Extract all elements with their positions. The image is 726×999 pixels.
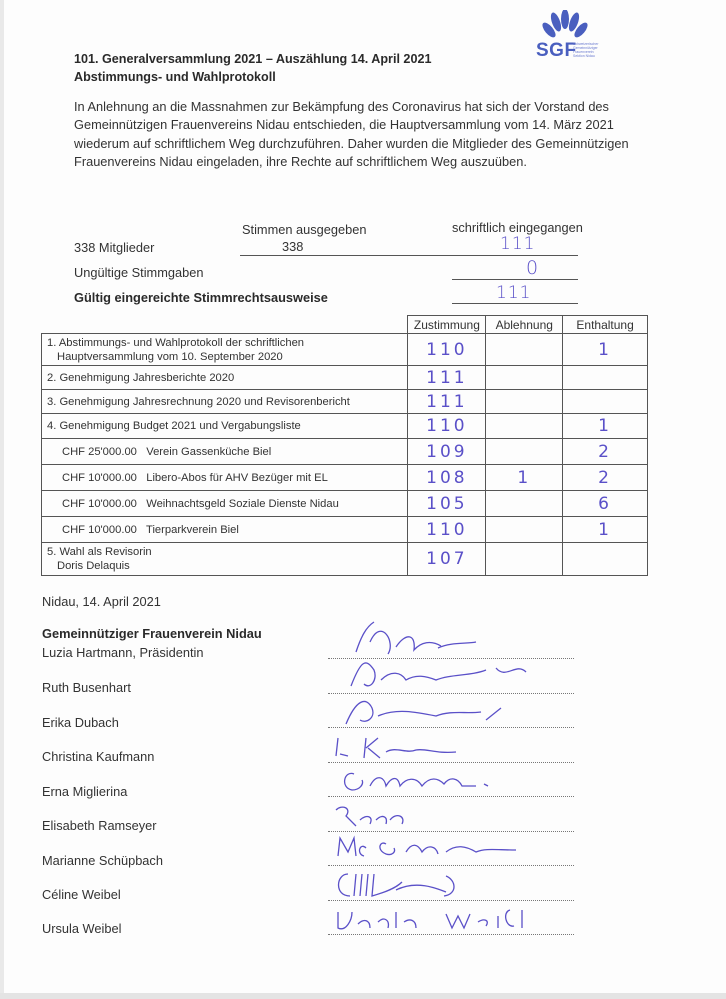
item-line-1: CHF 25'000.00 Verein Gassenküche Biel [62,445,272,458]
signatory-name: Elisabeth Ramseyer [42,818,157,833]
issued-value: 338 [282,239,304,254]
title-line-2: Abstimmungs- und Wahlprotokoll [74,70,276,84]
abstain-value: 2 [598,467,612,488]
yes-value: 108 [426,467,468,488]
valid-label: Gültig eingereichte Stimmrechtsausweise [74,290,328,305]
abstain-cell [563,465,648,491]
yes-cell [408,465,486,491]
issued-line [240,255,452,256]
no-cell [486,543,563,576]
table-header-row [42,316,648,334]
invalid-line [452,279,578,280]
no-cell [486,334,563,366]
abstain-cell [563,517,648,543]
item-line-1: CHF 10'000.00 Weihnachtsgeld Soziale Dienste Nidau [62,497,339,510]
signature-scribble [326,758,586,798]
header-abstain: Enthaltung [563,316,648,334]
item-line-1: 1. Abstimmungs- und Wahlprotokoll der schriftlichen [47,336,305,349]
intro-paragraph: In Anlehnung an die Massnahmen zur Bekämpfung des Coronavirus hat sich der Vorstand des Gemeinnützigen Frauenvereins Nidau entschieden, die Hauptversammlung vom 14. März 2021 wiederum auf schriftlichem Weg durchzuführen. Daher wurden die Mitglieder des Gemeinnützigen Frauenvereins Nidau eingeladen, ihre Rechte auf schriftlichem Weg auszuüben. [74,99,629,170]
no-cell [486,390,563,414]
signature-scribble [326,828,586,864]
header-blank-cell [42,316,408,334]
yes-value: 105 [426,493,468,514]
item-cell [42,334,408,366]
item-cell [42,439,408,465]
no-value: 1 [517,467,532,488]
yes-cell [408,491,486,517]
signatory-name: Marianne Schüpbach [42,853,163,868]
no-cell [486,366,563,390]
yes-value: 110 [426,519,468,540]
yes-cell [408,366,486,390]
logo-text: SGF [536,40,577,61]
abstain-value: 2 [598,441,612,462]
signatory-name: Ursula Weibel [42,921,122,936]
item-line-2: Hauptversammlung vom 10. September 2020 [57,350,283,363]
logo-subtext: Schweizerischer Gemeinnütziger Frauenverein Sektion Nidau [573,42,599,58]
abstain-value: 1 [598,339,612,360]
signatory-name: Erna Miglierina [42,784,128,799]
abstain-cell [563,390,648,414]
scan-bottom-edge [0,993,726,999]
table-row [42,465,648,491]
scan-edge [0,0,4,999]
item-line-1: 2. Genehmigung Jahresberichte 2020 [47,371,235,384]
table-row [42,414,648,439]
table-row [42,366,648,390]
item-cell [42,517,408,543]
signatory-name: Ruth Busenhart [42,680,131,695]
no-cell [486,414,563,439]
yes-value: 110 [426,339,468,360]
item-line-1: 3. Genehmigung Jahresrechnung 2020 und Revisorenbericht [47,395,350,408]
members-label: 338 Mitglieder [74,240,155,255]
no-cell [486,439,563,465]
yes-value: 109 [426,441,468,462]
abstain-cell [563,543,648,576]
yes-value: 110 [426,416,468,436]
item-line-1: CHF 10'000.00 Libero-Abos für AHV Bezüger mit EL [62,471,328,484]
item-line-1: 5. Wahl als Revisorin [47,546,152,558]
item-cell [42,543,408,576]
signatory-name: Céline Weibel [42,887,121,902]
received-value: 111 [500,234,536,254]
item-cell [42,390,408,414]
item-cell [42,414,408,439]
yes-value: 111 [426,367,468,388]
issued-header: Stimmen ausgegeben [242,222,367,237]
item-line-1: 4. Genehmigung Budget 2021 und Vergabungsliste [47,420,301,432]
no-cell [486,491,563,517]
signatory-name: Luzia Hartmann, Präsidentin [42,645,204,660]
yes-value: 107 [426,549,468,569]
valid-line [452,303,578,304]
yes-cell [408,439,486,465]
abstain-cell [563,414,648,439]
invalid-label: Ungültige Stimmgaben [74,265,204,280]
item-line-2: Doris Delaquis [57,560,130,572]
no-cell [486,517,563,543]
abstain-value: 6 [598,493,612,514]
signature-scribble [326,898,586,938]
table-row [42,439,648,465]
place-date: Nidau, 14. April 2021 [42,594,161,609]
yes-cell [408,517,486,543]
title-line-1: 101. Generalversammlung 2021 – Auszählung 14. April 2021 [74,52,432,66]
item-cell [42,465,408,491]
no-cell [486,465,563,491]
abstain-value: 1 [598,416,612,436]
item-line-1: CHF 10'000.00 Tierparkverein Biel [62,523,239,536]
abstain-cell [563,366,648,390]
abstain-cell [563,334,648,366]
invalid-value: 0 [526,257,539,279]
abstain-cell [563,439,648,465]
table-row [42,491,648,517]
signature-scribble [326,690,586,730]
item-cell [42,366,408,390]
valid-value: 111 [496,283,532,303]
organisation-name: Gemeinnütziger Frauenverein Nidau [42,626,262,641]
votes-table [41,315,648,576]
document-title [74,50,431,86]
yes-value: 111 [426,391,468,412]
table-row [42,543,648,576]
yes-cell [408,390,486,414]
table-row [42,517,648,543]
item-cell [42,491,408,517]
yes-cell [408,543,486,576]
yes-cell [408,334,486,366]
yes-cell [408,414,486,439]
signature-scribble [326,862,586,902]
received-line [452,255,578,256]
signatory-name: Erika Dubach [42,715,119,730]
header-yes: Zustimmung [408,316,486,334]
received-header: schriftlich eingegangen [452,220,583,235]
signatory-name: Christina Kaufmann [42,749,155,764]
header-no: Ablehnung [486,316,563,334]
table-row [42,390,648,414]
abstain-cell [563,491,648,517]
abstain-value: 1 [598,519,612,540]
table-row [42,334,648,366]
